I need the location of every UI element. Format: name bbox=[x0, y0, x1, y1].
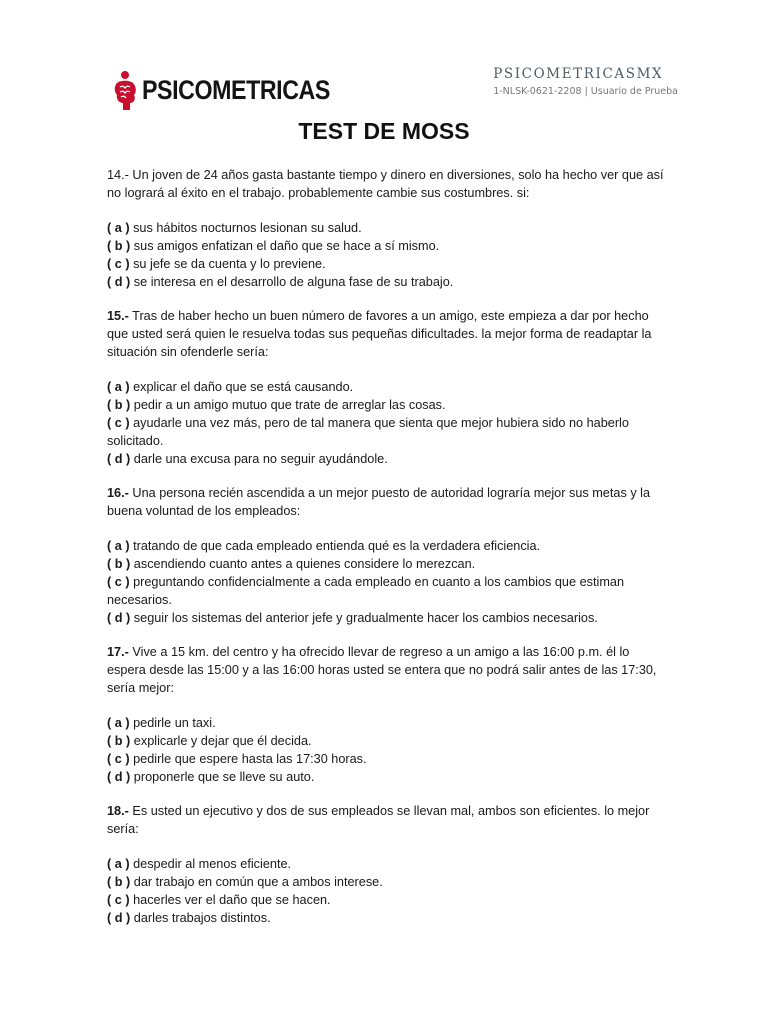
option-letter: ( c ) bbox=[107, 257, 130, 271]
option-letter: ( c ) bbox=[107, 575, 130, 589]
option-letter: ( a ) bbox=[107, 539, 130, 553]
option-b bbox=[107, 732, 667, 750]
option-a bbox=[107, 537, 667, 555]
option-d bbox=[107, 909, 667, 927]
question-text bbox=[107, 307, 667, 361]
question-16 bbox=[107, 484, 667, 627]
option-text: proponerle que se lleve su auto. bbox=[130, 770, 315, 784]
page-header bbox=[0, 62, 768, 122]
brand-meta: 1-NLSK-0621-2208 | Usuario de Prueba bbox=[493, 86, 678, 97]
option-d bbox=[107, 768, 667, 786]
option-letter: ( d ) bbox=[107, 275, 131, 289]
option-d bbox=[107, 273, 667, 291]
option-letter: ( a ) bbox=[107, 716, 130, 730]
question-number: 14.- bbox=[107, 168, 129, 182]
option-text: hacerles ver el daño que se hacen. bbox=[129, 893, 331, 907]
option-b bbox=[107, 555, 667, 573]
option-letter: ( d ) bbox=[107, 452, 131, 466]
brand-name: PSICOMETRICASMX bbox=[493, 66, 664, 82]
option-a bbox=[107, 855, 667, 873]
question-number: 17.- bbox=[107, 645, 129, 659]
option-b bbox=[107, 873, 667, 891]
option-letter: ( d ) bbox=[107, 611, 131, 625]
option-letter: ( b ) bbox=[107, 734, 131, 748]
option-text: ascendiendo cuanto antes a quienes considere lo merezcan. bbox=[130, 557, 476, 571]
option-letter: ( a ) bbox=[107, 221, 130, 235]
option-d bbox=[107, 450, 667, 468]
option-text: darles trabajos distintos. bbox=[130, 911, 271, 925]
option-text: pedirle que espere hasta las 17:30 horas. bbox=[129, 752, 367, 766]
question-body: Tras de haber hecho un buen número de favores a un amigo, este empieza a dar por hecho que usted será quien le resuelva todas sus pequeñas dificultades. la mejor forma de readaptar la situación sin ofenderle sería: bbox=[107, 309, 652, 359]
questions-list bbox=[107, 166, 667, 943]
option-letter: ( b ) bbox=[107, 875, 131, 889]
option-a bbox=[107, 714, 667, 732]
option-text: darle una excusa para no seguir ayudándole. bbox=[130, 452, 388, 466]
question-text bbox=[107, 802, 667, 838]
option-text: dar trabajo en común que a ambos interese. bbox=[130, 875, 383, 889]
option-letter: ( c ) bbox=[107, 416, 130, 430]
question-number: 15.- bbox=[107, 309, 129, 323]
question-text bbox=[107, 484, 667, 520]
option-letter: ( a ) bbox=[107, 857, 130, 871]
option-b bbox=[107, 396, 667, 414]
logo bbox=[112, 70, 361, 110]
question-number: 16.- bbox=[107, 486, 129, 500]
question-number: 18.- bbox=[107, 804, 129, 818]
option-text: preguntando confidencialmente a cada empleado en cuanto a los cambios que estiman necesarios. bbox=[107, 575, 624, 607]
question-text bbox=[107, 166, 667, 202]
option-letter: ( b ) bbox=[107, 398, 131, 412]
option-c bbox=[107, 750, 667, 768]
page-title: TEST DE MOSS bbox=[298, 118, 470, 144]
question-body: Un joven de 24 años gasta bastante tiempo y dinero en diversiones, solo ha hecho ver que así no logrará al éxito en el trabajo. probablemente cambie sus costumbres. si: bbox=[107, 168, 664, 200]
option-c bbox=[107, 255, 667, 273]
option-text: sus hábitos nocturnos lesionan su salud. bbox=[129, 221, 362, 235]
option-text: tratando de que cada empleado entienda qué es la verdadera eficiencia. bbox=[129, 539, 541, 553]
option-c bbox=[107, 573, 667, 609]
question-body: Vive a 15 km. del centro y ha ofrecido llevar de regreso a un amigo a las 16:00 p.m. él lo espera desde las 15:00 y a las 16:00 horas usted se entera que no podrá salir antes de las 17:30, sería mejor: bbox=[107, 645, 657, 695]
option-text: pedir a un amigo mutuo que trate de arreglar las cosas. bbox=[130, 398, 446, 412]
option-letter: ( c ) bbox=[107, 893, 130, 907]
option-text: explicarle y dejar que él decida. bbox=[130, 734, 312, 748]
option-text: ayudarle una vez más, pero de tal manera que sienta que mejor hubiera sido no haberlo solicitado. bbox=[107, 416, 629, 448]
option-a bbox=[107, 378, 667, 396]
option-c bbox=[107, 891, 667, 909]
question-17 bbox=[107, 643, 667, 786]
option-text: se interesa en el desarrollo de alguna fase de su trabajo. bbox=[130, 275, 454, 289]
option-text: su jefe se da cuenta y lo previene. bbox=[129, 257, 326, 271]
option-b bbox=[107, 237, 667, 255]
question-body: Una persona recién ascendida a un mejor puesto de autoridad lograría mejor sus metas y la buena voluntad de los empleados: bbox=[107, 486, 651, 518]
question-text bbox=[107, 643, 667, 697]
option-text: explicar el daño que se está causando. bbox=[129, 380, 354, 394]
question-15 bbox=[107, 307, 667, 468]
brand-block bbox=[493, 66, 678, 97]
option-text: pedirle un taxi. bbox=[129, 716, 216, 730]
question-18 bbox=[107, 802, 667, 927]
option-letter: ( d ) bbox=[107, 911, 131, 925]
option-letter: ( c ) bbox=[107, 752, 130, 766]
option-text: seguir los sistemas del anterior jefe y gradualmente hacer los cambios necesarios. bbox=[130, 611, 598, 625]
option-letter: ( b ) bbox=[107, 557, 131, 571]
option-d bbox=[107, 609, 667, 627]
question-14 bbox=[107, 166, 667, 291]
option-a bbox=[107, 219, 667, 237]
brain-head-logo-icon bbox=[112, 70, 138, 110]
option-text: sus amigos enfatizan el daño que se hace a sí mismo. bbox=[130, 239, 440, 253]
question-body: Es usted un ejecutivo y dos de sus empleados se llevan mal, ambos son eficientes. lo mejor sería: bbox=[107, 804, 650, 836]
option-letter: ( b ) bbox=[107, 239, 131, 253]
option-text: despedir al menos eficiente. bbox=[129, 857, 292, 871]
option-c bbox=[107, 414, 667, 450]
option-letter: ( d ) bbox=[107, 770, 131, 784]
option-letter: ( a ) bbox=[107, 380, 130, 394]
logo-text: PSICOMETRICAS bbox=[142, 74, 330, 105]
